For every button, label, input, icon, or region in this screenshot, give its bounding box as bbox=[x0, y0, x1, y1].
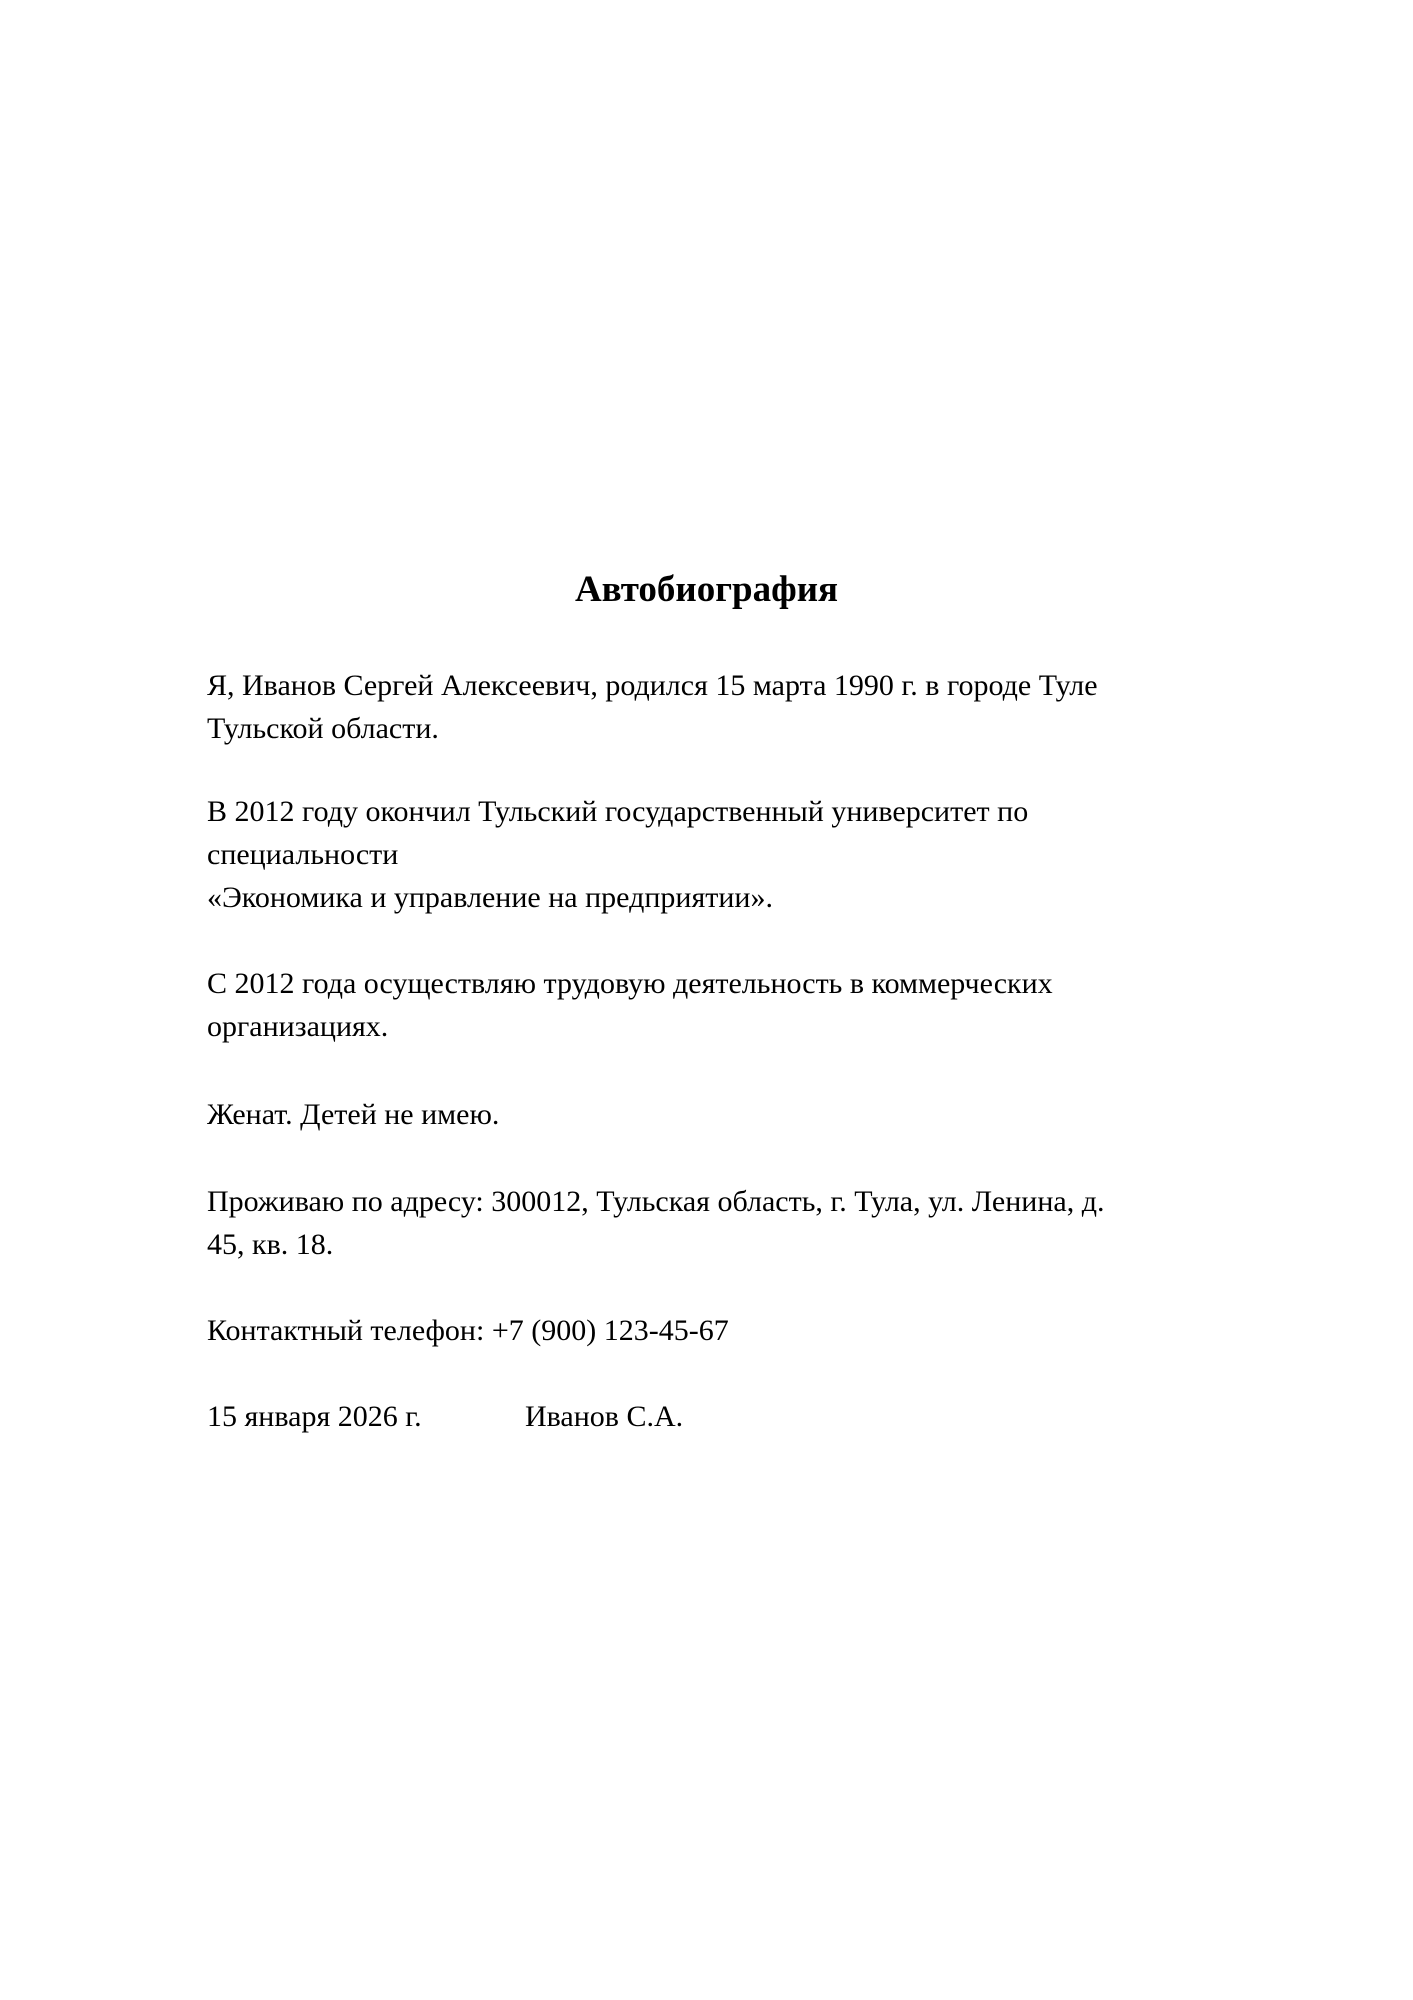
paragraph-line: С 2012 года осуществляю трудовую деятельность в коммерческих bbox=[207, 967, 1053, 1000]
paragraph-line: организациях. bbox=[207, 1010, 389, 1043]
paragraph-phone bbox=[207, 1309, 1217, 1352]
paragraph-line: Я, Иванов Сергей Алексеевич, родился 15 марта 1990 г. в городе Туле bbox=[207, 669, 1098, 702]
paragraph-line: Женат. Детей не имею. bbox=[207, 1098, 500, 1131]
paragraph-line: «Экономика и управление на предприятии». bbox=[207, 881, 773, 914]
paragraph-work bbox=[207, 962, 1217, 1048]
paragraph-address bbox=[207, 1180, 1217, 1266]
signature-line bbox=[207, 1395, 1217, 1438]
signature-date: 15 января 2026 г. bbox=[207, 1400, 422, 1433]
document-title: Автобиография bbox=[574, 569, 839, 610]
paragraph-line: В 2012 году окончил Тульский государственный университет по bbox=[207, 795, 1029, 828]
paragraph-line: Контактный телефон: +7 (900) 123-45-67 bbox=[207, 1314, 729, 1347]
paragraph-line: Проживаю по адресу: 300012, Тульская область, г. Тула, ул. Ленина, д. bbox=[207, 1185, 1105, 1218]
paragraph-education bbox=[207, 790, 1217, 919]
paragraph-line: 45, кв. 18. bbox=[207, 1228, 334, 1261]
paragraph-birth bbox=[207, 664, 1217, 750]
paragraph-line: специальности bbox=[207, 838, 399, 871]
paragraph-family bbox=[207, 1093, 1217, 1136]
paragraph-line: Тульской области. bbox=[207, 712, 439, 745]
signature-name: Иванов С.А. bbox=[525, 1400, 684, 1433]
